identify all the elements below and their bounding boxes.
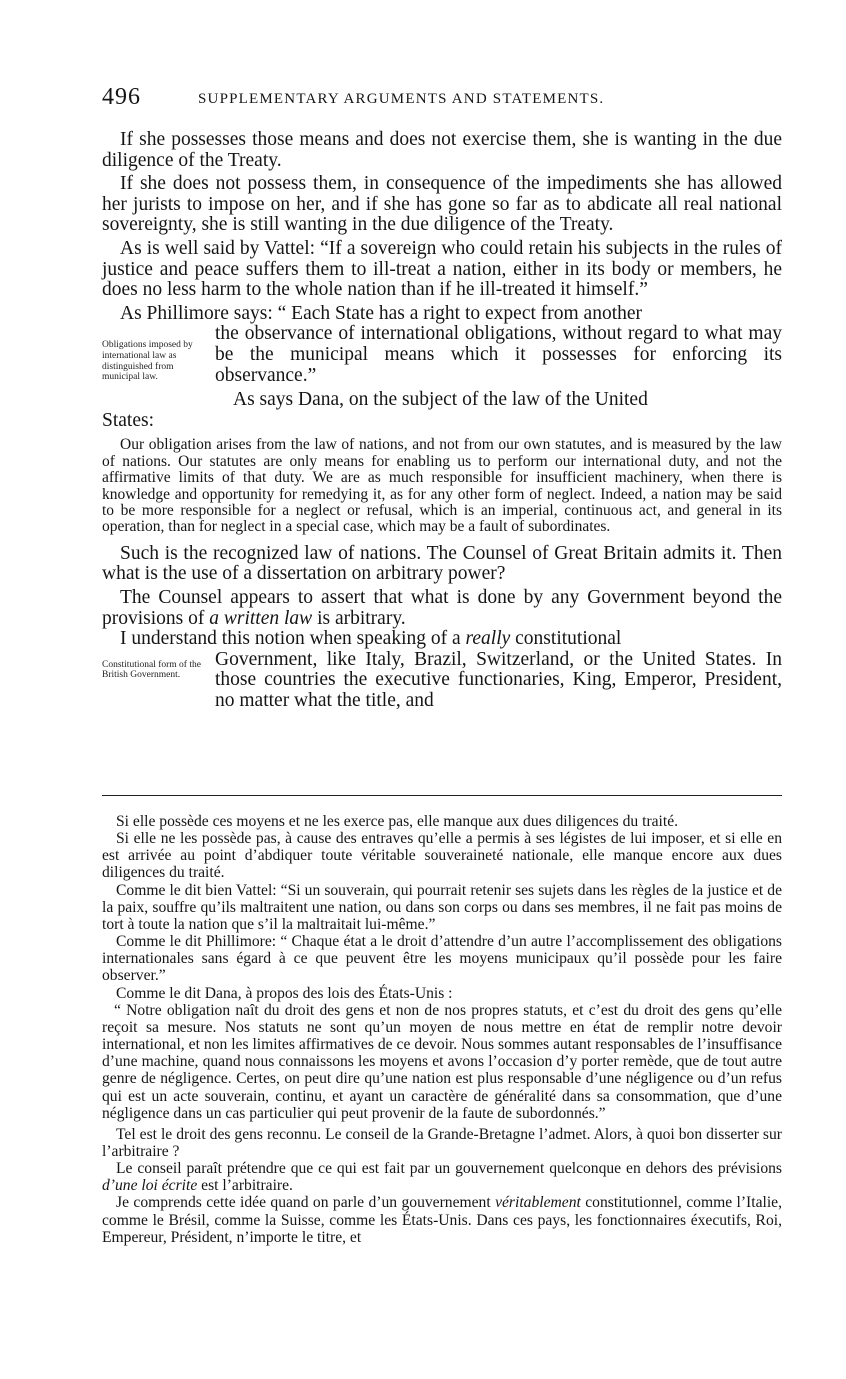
french-translation xyxy=(102,813,782,1246)
paragraph-continuation: States: xyxy=(102,409,154,431)
emphasis: a written law xyxy=(209,607,313,629)
margin-note: Constitutional form of the British Government. xyxy=(102,659,201,681)
margin-note: Obligations imposed by international law as distinguished from municipal law. xyxy=(102,340,193,383)
paragraph: If she does not possess them, in consequence of the impediments she has allowed her jurists to impose on her, and if she has gone so far as to abdicate all real national sovereignty, she is still wanting in the due diligence of the Treaty. xyxy=(102,173,782,236)
english-text xyxy=(102,130,782,712)
page-number: 496 xyxy=(102,84,141,110)
paragraph: Comme le dit bien Vattel: “Si un souverain, qui pourrait retenir ses sujets dans les règles de la justice et de la paix, souffre qu’ils maltraitent une nation, ou dans son corps ou dans ses membres, il ne fait pas moins de tort à toute la nation que s’il la maltraitait lui-même.” xyxy=(102,881,782,933)
paragraph: As says Dana, on the subject of the law of the United xyxy=(233,389,648,411)
block-quote: Our obligation arises from the law of nations, and not from our own statutes, and is measured by the law of nations. Our statutes are only means for enabling us to perform our international duty, and not the affirmative limits of that duty. We are as much responsible for insufficient machinery, when there is knowledge and opportunity for remedying it, as for any other form of neglect. Indeed, a nation may be said to be more responsible for a neglect or refusal, which is an imperial, continuous act, and general in its operation, than for neglect in a special case, which may be a fault of subordinates. xyxy=(102,436,782,536)
running-head: SUPPLEMENTARY ARGUMENTS AND STATEMENTS. xyxy=(198,91,605,107)
paragraph: Comme le dit Phillimore: “ Chaque état a le droit d’attendre d’un autre l’accomplissement des obligations internationales sans égard à ce que peuvent être les moyens municipaux qu’il possède pour les faire observer.” xyxy=(102,933,782,985)
paragraph: I understand this notion when speaking of a really constitutional xyxy=(120,628,622,650)
margin-row xyxy=(102,324,782,410)
page-header xyxy=(102,84,782,114)
paragraph-continuation: the observance of international obligations, without regard to what may be the municipal means which it possesses for enforcing its observance.” xyxy=(215,323,782,386)
divider-rule xyxy=(102,795,782,796)
paragraph: Si elle possède ces moyens et ne les exerce pas, elle manque aux dues diligences du traité. xyxy=(116,813,679,830)
paragraph: If she possesses those means and does not exercise them, she is wanting in the due diligence of the Treaty. xyxy=(102,129,782,171)
paragraph: Comme le dit Dana, à propos des lois des États-Unis : xyxy=(116,984,453,1002)
paragraph-continuation: Government, like Italy, Brazil, Switzerland, or the United States. In those countries the executive functionaries, King, Emperor, President, no matter what the title, and xyxy=(215,648,782,711)
paragraph: As is well said by Vattel: “If a sovereign who could retain his subjects in the rules of justice and peace suffers them to ill-treat a nation, either in its body or members, he does no less harm to the whole nation than if he ill-treated it himself.” xyxy=(102,237,782,301)
paragraph: Si elle ne les possède pas, à cause des entraves qu’elle a permis à ses légistes de lui imposer, et si elle en est arrivée au point d’abdiquer toute véritable souveraineté nationale, elle manque encore aux dues diligences du traité. xyxy=(102,830,782,882)
paragraph: The Counsel appears to assert that what is done by any Government beyond the provisions of a written law is arbitrary. xyxy=(102,586,782,629)
paragraph: Such is the recognized law of nations. The Counsel of Great Britain admits it. Then what is the use of a dissertation on arbitrary power? xyxy=(102,542,782,585)
emphasis: d’une loi écrite xyxy=(102,1177,198,1195)
quoted-paragraph: “ Notre obligation naît du droit des gens et non de nos propres statuts, et c’est du droit des gens qu’elle reçoit sa mesure. Nos statuts ne sont qu’un moyen de nous mettre en état de remplir notre devoir international, et non les limites affirmatives de ce devoir. Nous sommes autant responsables de l’insuffisance d’une machine, quand nous connaissons les moyens et avons l’occasion d’y porter remède, que de tout autre genre de négligence. Certes, on peut dire qu’une nation est plus responsable d’une négligence ou d’un refus qui est un acte souverain, continu, et ayant un caractère de généralité dans sa consommation, que d’une négligence dans un cas particulier qui peut provenir de la faute de subordonnés.” xyxy=(102,1001,782,1122)
paragraph: Tel est le droit des gens reconnu. Le conseil de la Grande-Bretagne l’admet. Alors, à quoi bon disserter sur l’arbitraire ? xyxy=(102,1125,782,1160)
paragraph: As Phillimore says: “ Each State has a right to expect from another xyxy=(120,302,643,324)
emphasis: véritablement xyxy=(495,1194,581,1212)
paragraph: Je comprends cette idée quand on parle d’un gouvernement véritablement constitutionnel, comme l’Italie, comme le Brésil, comme la Suisse, comme les États-Unis. Dans ces pays, les fonctionnaires éxecutifs, Roi, Empereur, Président, n’importe le titre, et xyxy=(102,1194,782,1246)
margin-row xyxy=(102,650,782,712)
emphasis: really xyxy=(465,628,511,650)
paragraph: Le conseil paraît prétendre que ce qui est fait par un gouvernement quelconque en dehors des prévisions d’une loi écrite est l’arbitraire. xyxy=(102,1160,782,1195)
